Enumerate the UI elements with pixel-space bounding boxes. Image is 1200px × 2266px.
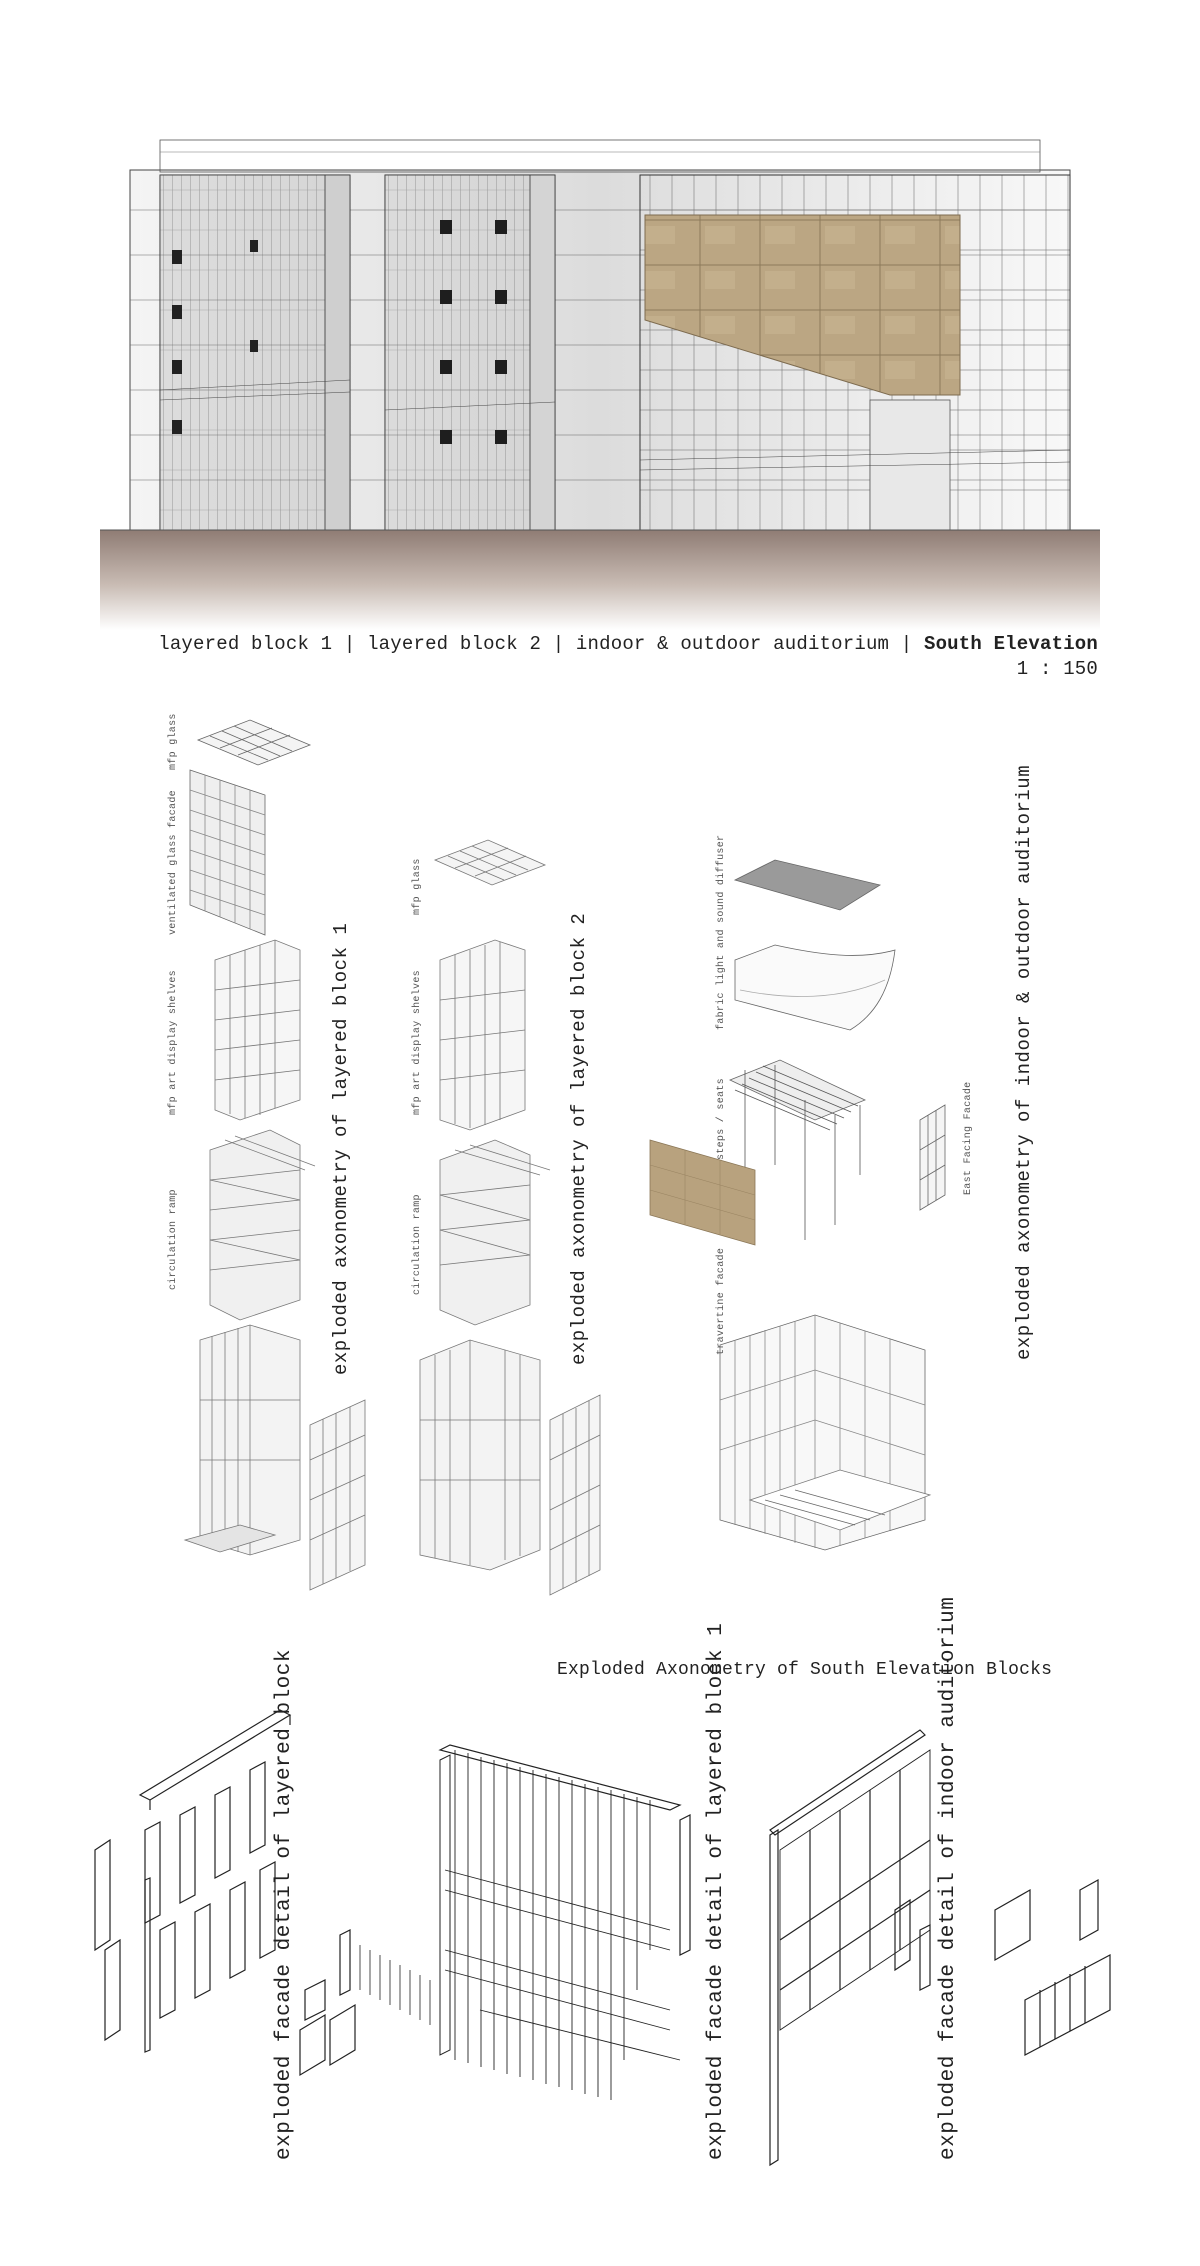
auditorium-title: exploded axonometry of indoor & outdoor auditorium xyxy=(1013,764,1035,1360)
caption-separator: | xyxy=(889,633,924,655)
auditorium-axonometry-drawing xyxy=(640,700,960,1600)
block2-title: exploded axonometry of layered block 2 xyxy=(568,912,590,1365)
axonometry-section-title: Exploded Axonometry of South Elevation Blocks xyxy=(557,1660,1053,1680)
block2-label-shelves: mfp art display shelves xyxy=(412,970,423,1115)
block2-label-ramp: circulation ramp xyxy=(412,1194,423,1295)
caption-separator: | xyxy=(541,633,576,655)
caption-part-1: layered block 1 xyxy=(158,633,333,655)
block2-label-mfp-glass: mfp glass xyxy=(412,858,423,915)
auditorium-label-seats: steps / seats xyxy=(716,1078,727,1160)
auditorium-label-diffuser: fabric light and sound diffuser xyxy=(716,834,727,1030)
detail3-label: exploded facade detail of indoor auditorium xyxy=(937,1596,960,2160)
elevation-svg xyxy=(100,130,1100,630)
caption-part-3: indoor & outdoor auditorium xyxy=(575,633,890,655)
elevation-scale: 1 : 150 xyxy=(1016,658,1098,680)
south-elevation-drawing xyxy=(100,130,1100,630)
elevation-caption xyxy=(158,633,1098,655)
auditorium-label-east-facade: East Facing Facade xyxy=(963,1081,974,1195)
block1-title: exploded axonometry of layered block 1 xyxy=(330,922,352,1375)
detail2-label: exploded facade detail of layered block 1 xyxy=(705,1622,728,2160)
block1-label-shelves: mfp art display shelves xyxy=(168,970,179,1115)
caption-part-2: layered block 2 xyxy=(367,633,542,655)
detail1-label: exploded facade detail of layered block xyxy=(273,1649,296,2160)
block1-label-ramp: circulation ramp xyxy=(168,1189,179,1290)
block1-label-ventilated-facade: ventilated glass facade xyxy=(168,790,179,935)
block2-axonometry-drawing xyxy=(400,700,660,1600)
auditorium-label-travertine: travertine facade xyxy=(716,1247,727,1355)
elevation-title: South Elevation xyxy=(923,633,1098,655)
block1-label-mfp-glass: mfp glass xyxy=(168,713,179,770)
block1-axonometry-drawing xyxy=(150,700,410,1600)
caption-separator: | xyxy=(332,633,368,655)
